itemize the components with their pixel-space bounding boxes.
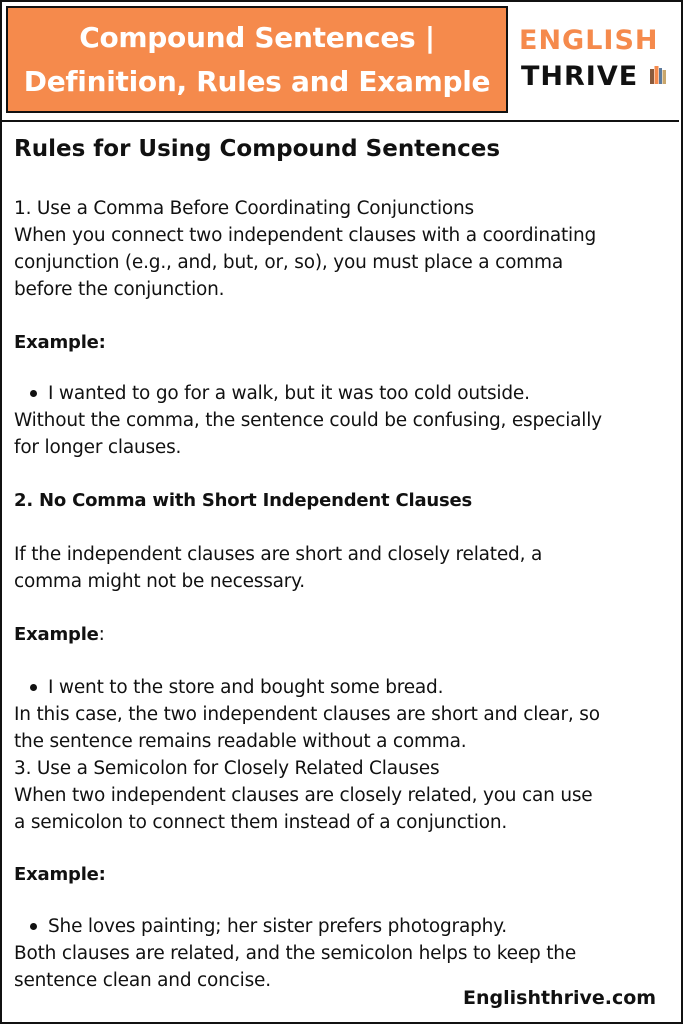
rule1-after-line: Without the comma, the sentence could be confusing, especially xyxy=(14,410,602,431)
rule3-example: She loves painting; her sister prefers photography. xyxy=(48,916,507,937)
section-heading: Rules for Using Compound Sentences xyxy=(14,136,501,162)
footer-site: Englishthrive.com xyxy=(463,987,657,1009)
title-banner xyxy=(6,6,508,113)
logo-text-top: ENGLISH xyxy=(519,25,659,56)
rule2-example-label: Example xyxy=(14,624,99,645)
rule1-body-line: When you connect two independent clauses with a coordinating xyxy=(14,225,597,246)
rule2-example-colon: : xyxy=(98,624,105,645)
logo xyxy=(519,24,675,98)
rule1-example-label: Example: xyxy=(14,332,106,353)
rule3-body-line: When two independent clauses are closely related, you can use xyxy=(14,785,593,806)
rule1-body-line: before the conjunction. xyxy=(14,279,225,300)
header xyxy=(0,0,679,122)
rule2-title: 2. No Comma with Short Independent Clauses xyxy=(14,490,473,511)
rule3-body-line: a semicolon to connect them instead of a conjunction. xyxy=(14,812,508,833)
rule1-title: 1. Use a Comma Before Coordinating Conjunctions xyxy=(14,198,474,219)
logo-text-bottom: THRIVE xyxy=(521,61,639,92)
rule1-after-line: for longer clauses. xyxy=(14,437,182,458)
rule2-after-line: In this case, the two independent clauses are short and clear, so xyxy=(14,704,600,725)
rule2-example: I went to the store and bought some bread. xyxy=(48,677,444,698)
rule1-example: I wanted to go for a walk, but it was too cold outside. xyxy=(48,383,530,404)
rule1-body-line: conjunction (e.g., and, but, or, so), you must place a comma xyxy=(14,252,563,273)
rule2-example-label-row xyxy=(14,621,105,648)
rule2-body-line: If the independent clauses are short and closely related, a xyxy=(14,544,543,565)
bullet-icon xyxy=(30,684,37,691)
rule3-title: 3. Use a Semicolon for Closely Related Clauses xyxy=(14,758,440,779)
bullet-icon xyxy=(30,923,37,930)
title-line-1: Compound Sentences | xyxy=(79,20,435,54)
rule2-after-line: the sentence remains readable without a comma. xyxy=(14,731,467,752)
title-line-2: Definition, Rules and Example xyxy=(23,64,491,98)
rule3-example-label: Example: xyxy=(14,864,106,885)
books-icon xyxy=(650,66,666,84)
rule3-after-line: sentence clean and concise. xyxy=(14,970,271,991)
rule2-body-line: comma might not be necessary. xyxy=(14,571,305,592)
bullet-icon xyxy=(30,390,37,397)
rule3-after-line: Both clauses are related, and the semicolon helps to keep the xyxy=(14,943,577,964)
